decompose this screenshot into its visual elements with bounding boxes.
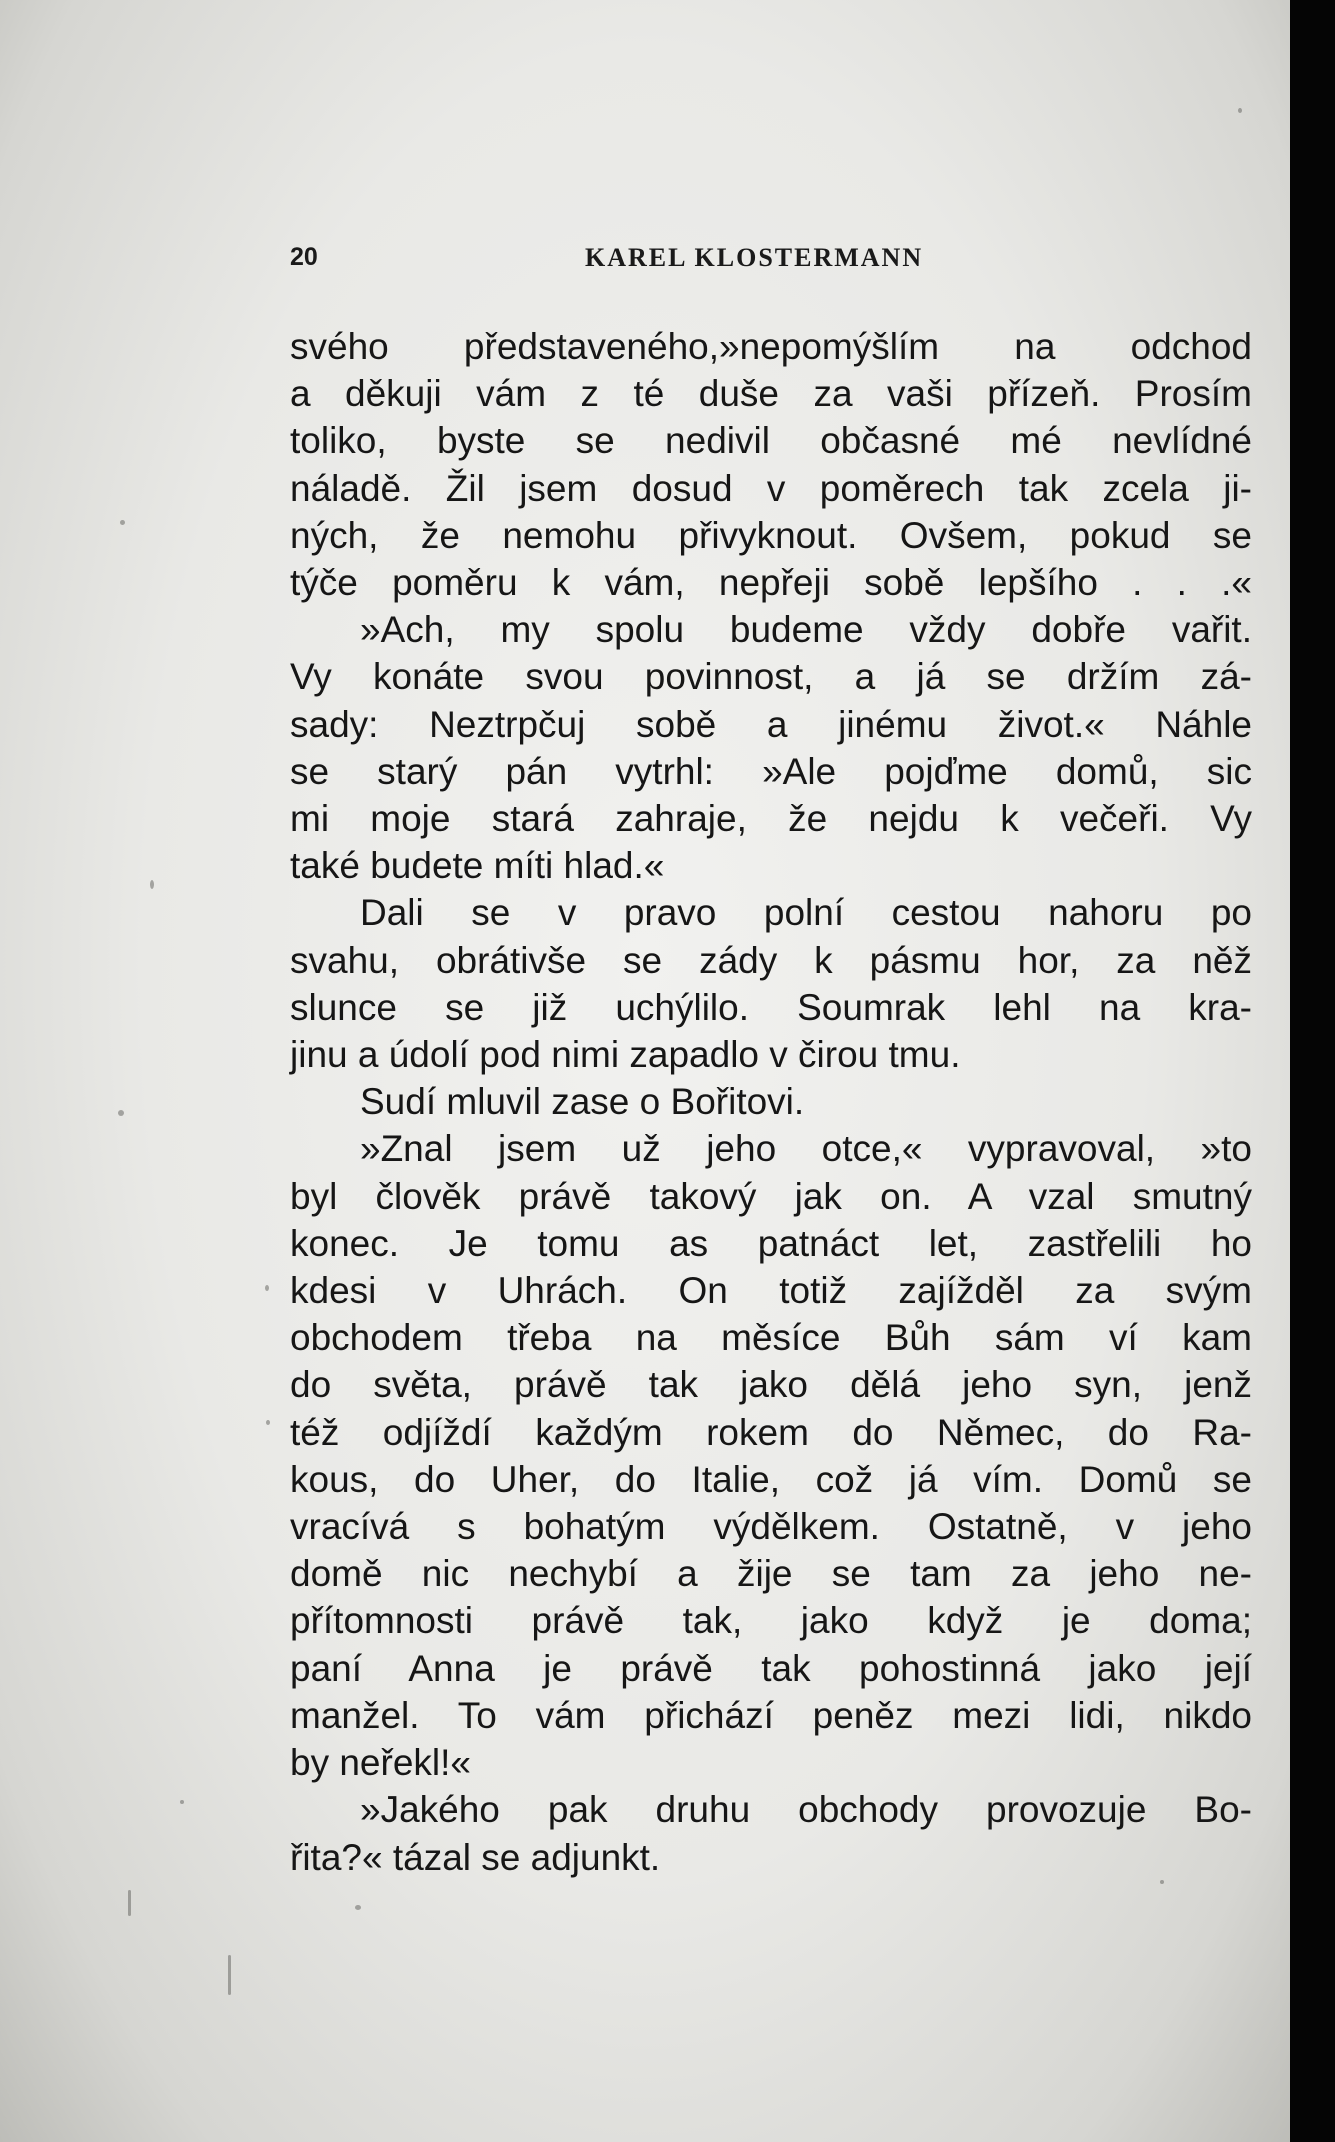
text-line: vracívá s bohatým výdělkem. Ostatně, v jeho: [290, 1506, 1252, 1548]
text-line: kdesi v Uhrách. On totiž zajížděl za svým: [290, 1270, 1252, 1312]
text-line: ných, že nemohu přivyknout. Ovšem, pokud se: [290, 514, 1252, 556]
text-line: jinu a údolí pod nimi zapadlo v čirou tmu.: [290, 1034, 961, 1076]
page-speck: [128, 1890, 131, 1916]
text-line: týče poměru k vám, nepřeji sobě lepšího . . .«: [290, 562, 1252, 604]
text-line: konec. Je tomu as patnáct let, zastřelili ho: [290, 1222, 1252, 1264]
text-line: slunce se již uchýlilo. Soumrak lehl na kra-: [290, 986, 1252, 1028]
page-speck: [1238, 108, 1242, 113]
page-speck: [265, 1285, 269, 1291]
page-speck: [118, 1110, 124, 1116]
text-line: Vy konáte svou povinnost, a já se držím zá-: [290, 656, 1252, 698]
body-text: [290, 323, 1252, 1881]
text-line: svahu, obrátivše se zády k pásmu hor, za něž: [290, 939, 1252, 981]
text-line: byl člověk právě takový jak on. A vzal smutný: [290, 1175, 1252, 1217]
text-line: a děkuji vám z té duše za vaši přízeň. Prosím: [290, 373, 1252, 415]
text-line: manžel. To vám přichází peněz mezi lidi, nikdo: [290, 1694, 1252, 1736]
page-speck: [120, 520, 125, 525]
text-line: přítomnosti právě tak, jako když je doma;: [290, 1600, 1252, 1642]
text-line: domě nic nechybí a žije se tam za jeho ne-: [290, 1553, 1252, 1595]
text-line: též odjíždí každým rokem do Němec, do Ra-: [290, 1411, 1252, 1453]
text-line: také budete míti hlad.«: [290, 845, 665, 887]
running-head: KAREL KLOSTERMANN: [585, 243, 924, 272]
text-line: obchodem třeba na měsíce Bůh sám ví kam: [290, 1317, 1252, 1359]
text-line: »Ach, my spolu budeme vždy dobře vařit.: [360, 609, 1252, 651]
text-line: svého představeného,»nepomýšlím na odchod: [290, 326, 1252, 367]
page-header: [290, 243, 1255, 275]
text-line: do světa, právě tak jako dělá jeho syn, jenž: [290, 1364, 1252, 1406]
page-speck: [266, 1420, 270, 1425]
page-speck: [150, 880, 154, 889]
text-line: sady: Neztrpčuj sobě a jinému život.« Náhle: [290, 703, 1252, 745]
text-line: náladě. Žil jsem dosud v poměrech tak zcela ji-: [290, 467, 1252, 509]
text-line: se starý pán vytrhl: »Ale pojďme domů, sic: [290, 750, 1252, 792]
text-line: toliko, byste se nedivil občasné mé nevlídné: [290, 420, 1252, 462]
text-line: Dali se v pravo polní cestou nahoru po: [360, 892, 1252, 934]
text-line: paní Anna je právě tak pohostinná jako její: [290, 1647, 1252, 1689]
text-line: by neřekl!«: [290, 1742, 471, 1784]
text-line: »Jakého pak druhu obchody provozuje Bo-: [360, 1789, 1252, 1831]
text-line: řita?« tázal se adjunkt.: [290, 1836, 661, 1878]
page-number: 20: [290, 243, 318, 271]
text-line: kous, do Uher, do Italie, což já vím. Domů se: [290, 1458, 1252, 1500]
page-speck: [228, 1955, 231, 1995]
text-line: »Znal jsem už jeho otce,« vypravoval, »to: [360, 1128, 1252, 1170]
text-line: Sudí mluvil zase o Bořitovi.: [360, 1081, 805, 1123]
page-speck: [355, 1905, 361, 1910]
text-line: mi moje stará zahraje, že nejdu k večeři. Vy: [290, 798, 1252, 840]
page-speck: [180, 1800, 184, 1804]
scan-edge: [1290, 0, 1335, 2142]
